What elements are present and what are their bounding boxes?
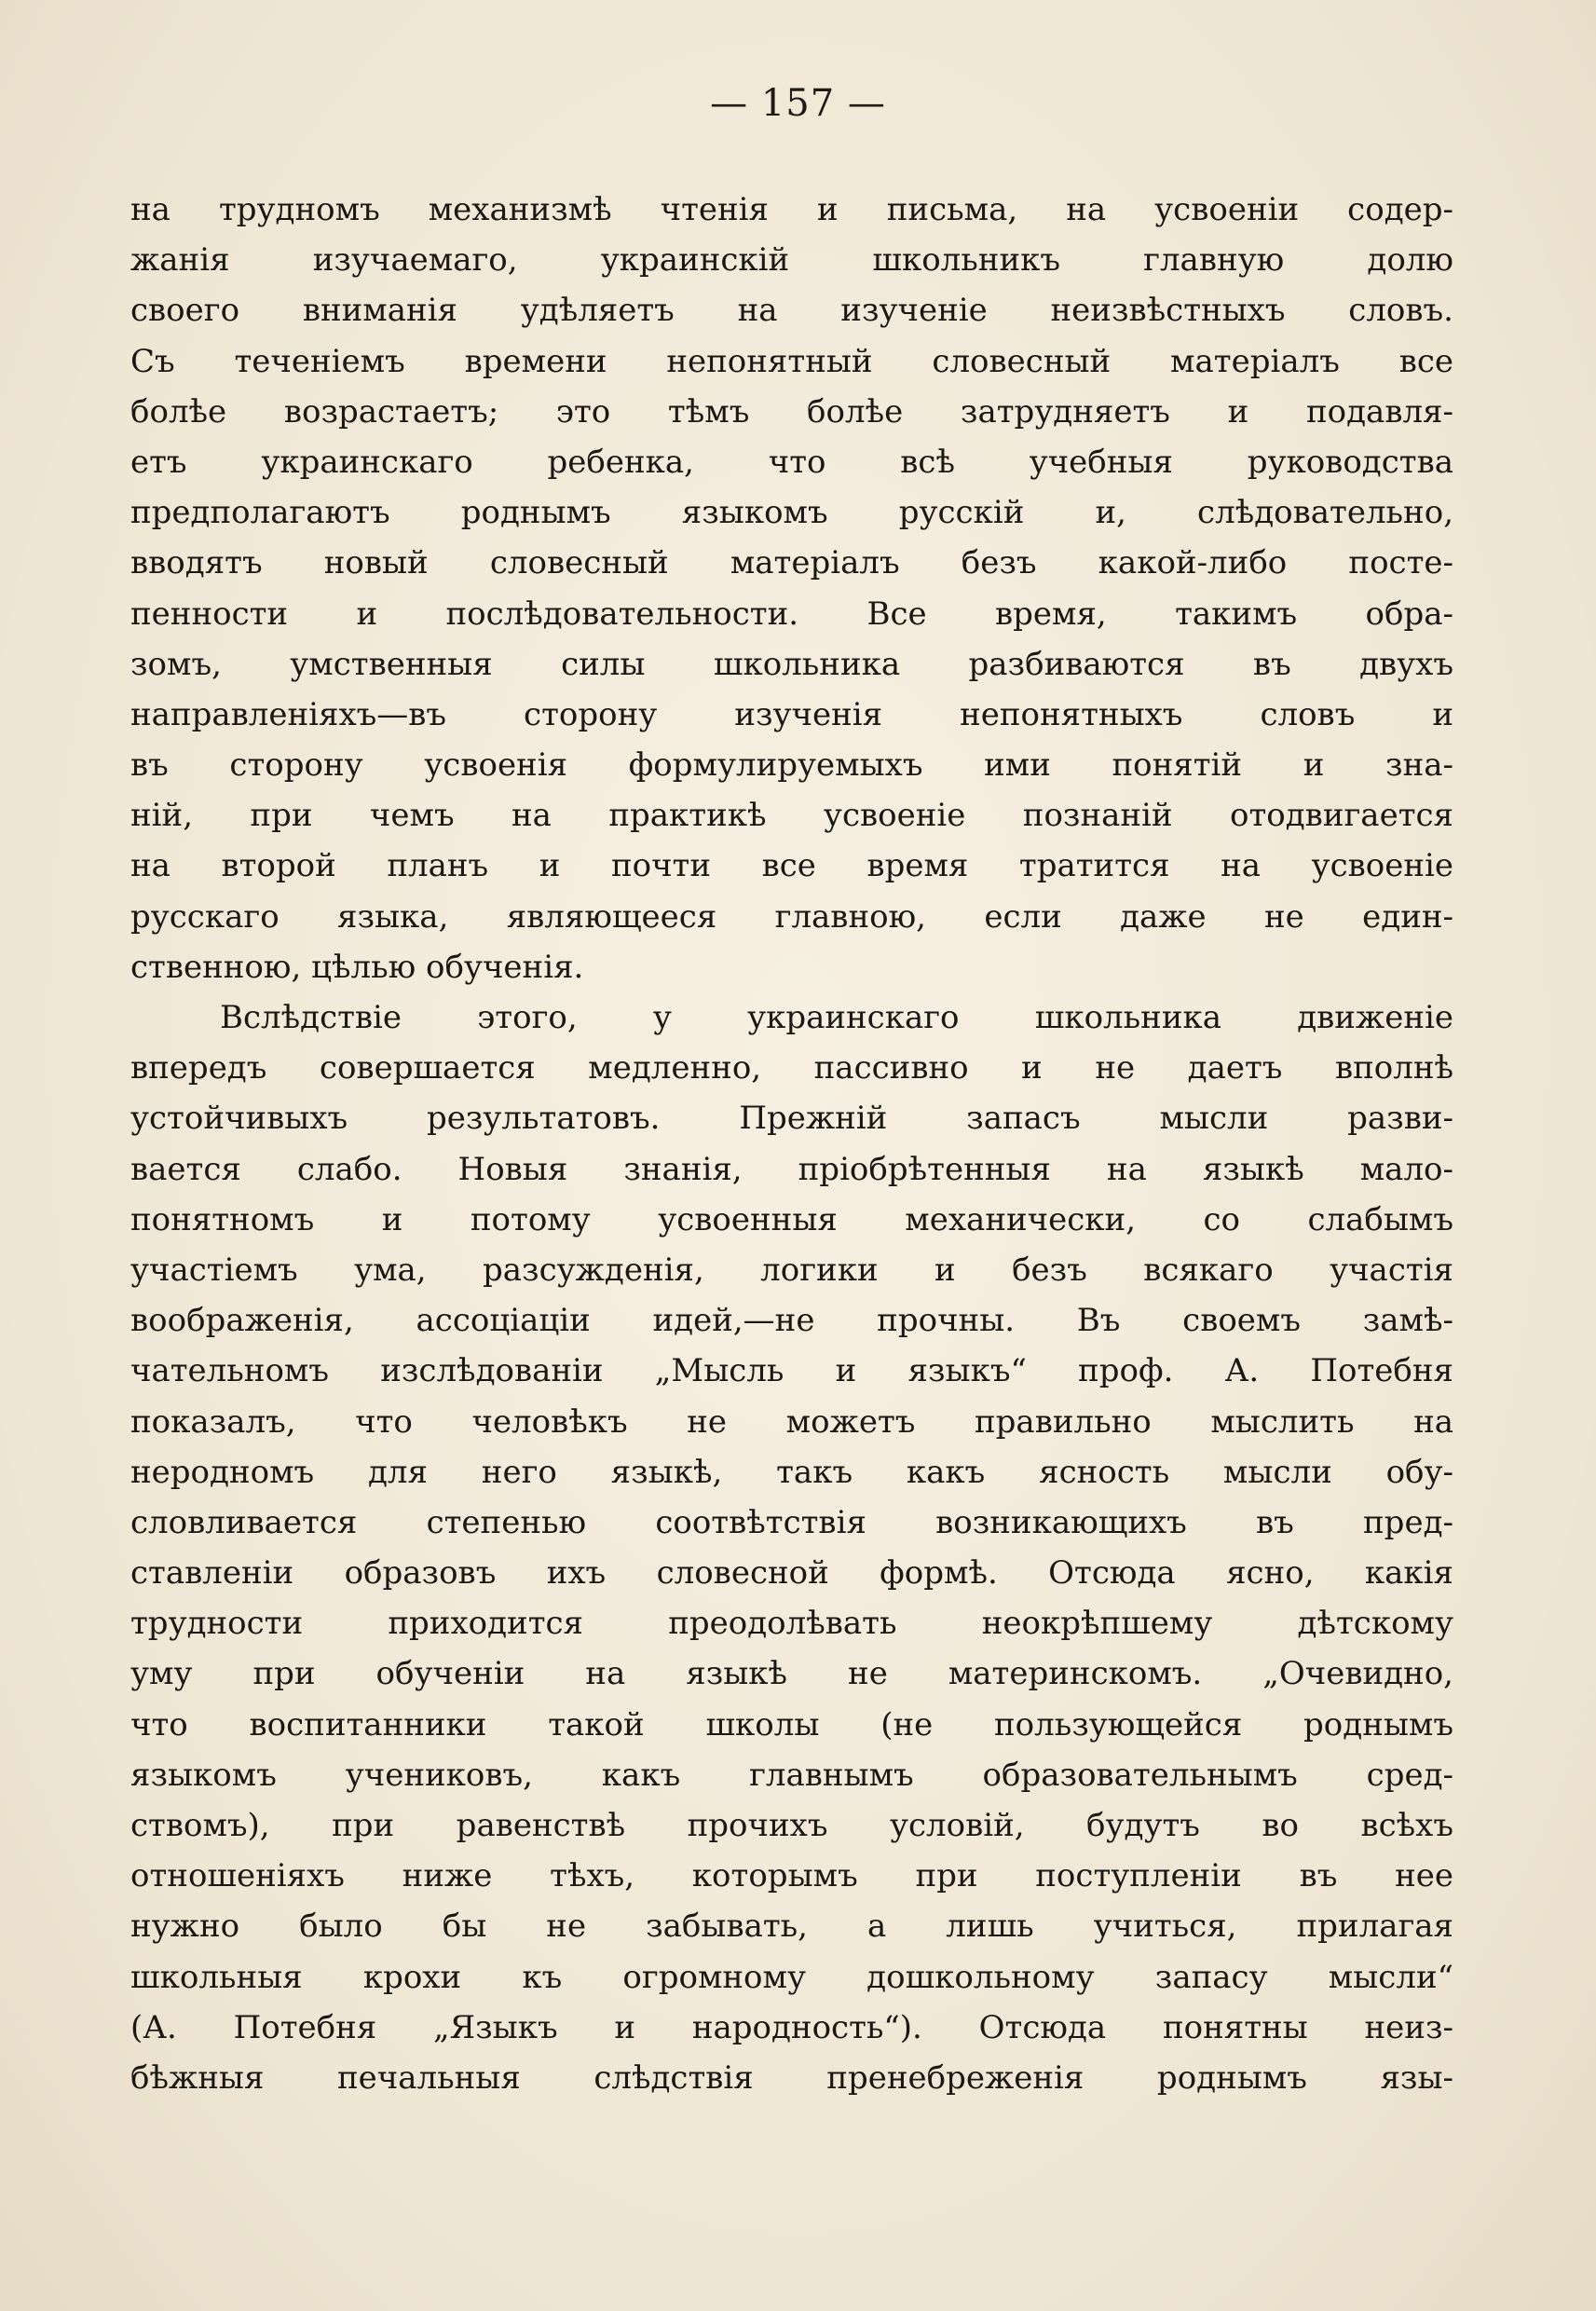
text-line: впередъ совершается медленно, пассивно и не даетъ вполнѣ	[130, 1049, 1453, 1087]
text-line: на второй планъ и почти все время тратится на усвоеніе	[130, 847, 1453, 885]
text-line: воображенія, ассоціаціи идей,—не прочны. Въ своемъ замѣ-	[130, 1302, 1453, 1340]
text-line: уму при обученіи на языкѣ не материнскомъ. „Очевидно,	[130, 1655, 1453, 1693]
text-line: вводятъ новый словесный матеріалъ безъ какой-либо посте-	[130, 544, 1453, 582]
text-line: ственною, цѣлью обученія.	[130, 948, 584, 986]
text-line: показалъ, что человѣкъ не можетъ правильно мыслить на	[130, 1402, 1453, 1441]
text-line: ставленіи образовъ ихъ словесной формѣ. Отсюда ясно, какія	[130, 1554, 1453, 1593]
body-text	[130, 185, 1453, 2103]
text-line: что воспитанники такой школы (не пользующейся роднымъ	[130, 1705, 1453, 1744]
text-line: бѣжныя печальныя слѣдствія пренебреженія роднымъ язы-	[130, 2058, 1453, 2097]
paragraph-2	[130, 992, 1453, 2103]
text-line: языкомъ учениковъ, какъ главнымъ образовательнымъ сред-	[130, 1756, 1453, 1794]
text-line: Съ теченіемъ времени непонятный словесный матеріалъ все	[130, 342, 1453, 380]
text-line: трудности приходится преодолѣвать неокрѣпшему дѣтскому	[130, 1605, 1453, 1643]
text-line: въ сторону усвоенія формулируемыхъ ими понятій и зна-	[130, 746, 1453, 785]
text-line: болѣе возрастаетъ; это тѣмъ болѣе затрудняетъ и подавля-	[130, 392, 1453, 431]
text-line: вается слабо. Новыя знанія, пріобрѣтенныя на языкѣ мало-	[130, 1150, 1453, 1188]
text-line: (А. Потебня „Языкъ и народность“). Отсюда понятны неиз-	[130, 2008, 1453, 2046]
text-line: участіемъ ума, разсужденія, логики и безъ всякаго участія	[130, 1251, 1453, 1289]
text-line: на трудномъ механизмѣ чтенія и письма, на усвоеніи содер-	[130, 191, 1453, 228]
text-line: направленіяхъ—въ сторону изученія непонятныхъ словъ и	[130, 695, 1453, 733]
text-line: Вслѣдствіе этого, у украинскаго школьника движеніе	[220, 999, 1453, 1036]
text-line: етъ украинскаго ребенка, что всѣ учебныя руководства	[130, 443, 1453, 481]
text-line: школьныя крохи къ огромному дошкольному запасу мысли“	[130, 1958, 1453, 1996]
text-line: ствомъ), при равенствѣ прочихъ условій, будутъ во всѣхъ	[130, 1807, 1453, 1844]
text-line: зомъ, умственныя силы школьника разбиваются въ двухъ	[130, 645, 1453, 683]
text-line: своего вниманія удѣляетъ на изученіе неизвѣстныхъ словъ.	[130, 292, 1453, 330]
text-line: устойчивыхъ результатовъ. Прежній запасъ мысли разви-	[130, 1100, 1453, 1138]
text-line: неродномъ для него языкѣ, такъ какъ ясность мысли обу-	[130, 1453, 1453, 1491]
text-line: жанія изучаемаго, украинскій школьникъ главную долю	[130, 241, 1453, 280]
text-line: нужно было бы не забывать, а лишь учиться, прилагая	[130, 1908, 1453, 1946]
text-line: пенности и послѣдовательности. Все время, такимъ обра-	[130, 595, 1453, 633]
text-line: понятномъ и потому усвоенныя механически, со слабымъ	[130, 1200, 1453, 1238]
page-number: — 157 —	[710, 82, 886, 125]
text-line: отношеніяхъ ниже тѣхъ, которымъ при поступленіи въ нее	[130, 1857, 1453, 1895]
text-line: словливается степенью соотвѣтствія возникающихъ въ пред-	[130, 1503, 1453, 1541]
text-line: предполагаютъ роднымъ языкомъ русскій и, слѣдовательно,	[130, 494, 1453, 532]
paragraph-1	[130, 185, 1453, 992]
text-line: ній, при чемъ на практикѣ усвоеніе познаній отодвигается	[130, 797, 1453, 835]
text-line: чательномъ изслѣдованіи „Мысль и языкъ“ проф. А. Потебня	[130, 1352, 1453, 1390]
text-line: русскаго языка, являющееся главною, если даже не един-	[130, 897, 1453, 936]
